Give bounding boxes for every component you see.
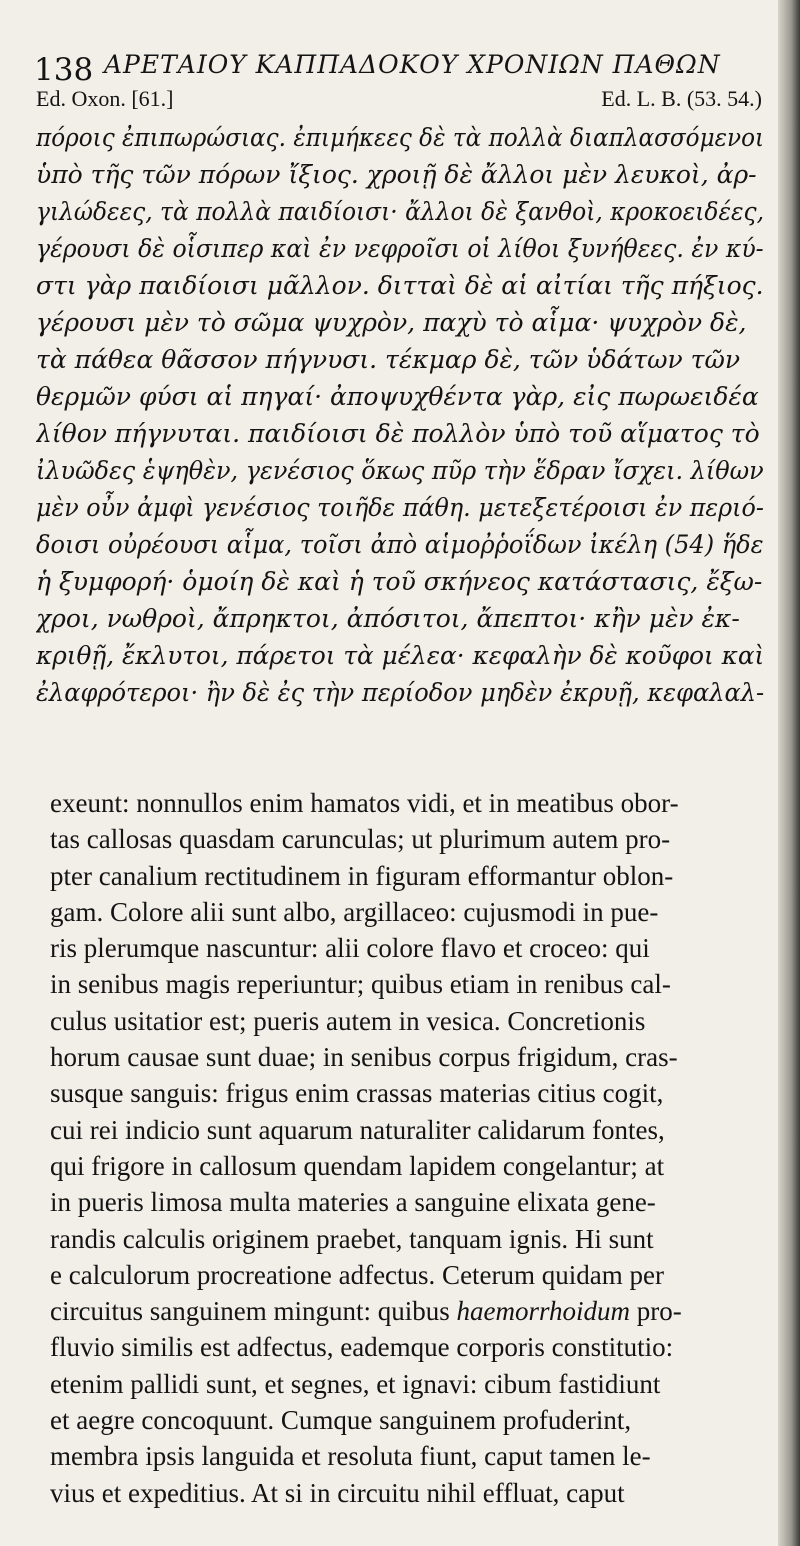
greek-line: ἰλυῶδες ἑψηθὲν, γενέσιος ὅκως πῦρ τὴν ἕδραν ἴσχει. λίθων — [36, 456, 764, 485]
latin-line — [50, 1402, 762, 1438]
latin-line — [50, 930, 762, 966]
latin-line — [50, 1003, 762, 1039]
page-header — [30, 40, 770, 90]
latin-line-text: e calculorum procreatione adfectus. Ceterum quidam per — [50, 1259, 664, 1290]
greek-line: ἡ ξυμφορή· ὁμοίη δὲ καὶ ἡ τοῦ σκήνεος κατάστασις, ἔξω- — [36, 567, 763, 596]
greek-line: κριθῇ, ἔκλυτοι, πάρετοι τὰ μέλεα· κεφαλὴν δὲ κοῦφοι καὶ — [36, 641, 764, 670]
latin-line — [50, 966, 762, 1002]
latin-line-text: pter canalium rectitudinem in figuram efformantur oblon- — [50, 860, 674, 891]
greek-line: δοισι οὐρέουσι αἷμα, τοῖσι ἀπὸ αἱμοῤῥοΐδων ἰκέλη (54) ἥδε — [36, 530, 764, 559]
edition-oxon-reference: Ed. Oxon. [61.] — [36, 86, 174, 111]
latin-line-text: susque sanguis: frigus enim crassas materias citius cogit, — [50, 1078, 664, 1109]
page-number: 138 — [34, 52, 94, 88]
edition-references — [36, 86, 764, 120]
latin-line — [50, 858, 762, 894]
greek-line: θερμῶν φύσι αἱ πηγαί· ἀποψυχθέντα γὰρ, εἰς πωρωειδέα — [36, 382, 759, 411]
latin-line — [50, 894, 762, 930]
latin-line-text: in senibus magis reperiuntur; quibus etiam in renibus cal- — [50, 969, 671, 1000]
latin-line-text-after: pro- — [629, 1296, 682, 1327]
latin-line — [50, 1438, 762, 1474]
latin-line-text: vius et expeditius. At si in circuitu nihil effluat, caput — [50, 1477, 625, 1508]
latin-line — [50, 1366, 762, 1402]
latin-line — [50, 1112, 762, 1148]
latin-line-text: et aegre concoquunt. Cumque sanguinem profuderint, — [50, 1405, 632, 1436]
greek-line: γέρουσι δὲ οἷσιπερ καὶ ἐν νεφροῖσι οἱ λίθοι ξυνήθεες. ἐν κύ- — [36, 234, 764, 263]
greek-line: λίθον πήγνυται. παιδίοισι δὲ πολλὸν ὑπὸ τοῦ αἵματος τὸ — [36, 419, 760, 448]
latin-line-text: horum causae sunt duae; in senibus corpus frigidum, cras- — [50, 1042, 678, 1073]
latin-line — [50, 1329, 762, 1365]
latin-text-block — [50, 785, 762, 1511]
greek-line: στι γὰρ παιδίοισι μᾶλλον. διτταὶ δὲ αἱ αἰτίαι τῆς πήξιος. — [36, 271, 764, 300]
greek-text-block — [36, 119, 764, 711]
edition-lb-reference: Ed. L. B. (53. 54.) — [601, 86, 762, 111]
latin-line-text: tas callosas quasdam carunculas; ut plurimum autem pro- — [50, 824, 671, 855]
latin-line-text: culus usitatior est; pueris autem in vesica. Concretionis — [50, 1005, 646, 1036]
latin-line — [50, 1475, 762, 1511]
latin-line — [50, 1184, 762, 1220]
latin-line — [50, 1075, 762, 1111]
greek-line: γέρουσι μὲν τὸ σῶμα ψυχρὸν, παχὺ τὸ αἷμα· ψυχρὸν δὲ, — [36, 308, 747, 337]
latin-line-text: circuitus sanguinem mingunt: quibus — [50, 1296, 457, 1327]
latin-line — [50, 785, 762, 821]
latin-line-text: in pueris limosa multa materies a sanguine elixata gene- — [50, 1187, 656, 1218]
latin-italic-term: haemorrhoidum — [456, 1296, 630, 1327]
greek-line: μὲν οὖν ἀμφὶ γενέσιος τοιῆδε πάθη. μετεξετέροισι ἐν περιό- — [36, 493, 764, 522]
latin-line-text: ris plerumque nascuntur: alii colore flavo et croceo: qui — [50, 933, 650, 964]
greek-line: τὰ πάθεα θᾶσσον πήγνυσι. τέκμαρ δὲ, τῶν ὑδάτων τῶν — [36, 345, 741, 374]
latin-line — [50, 1221, 762, 1257]
latin-line-text: cui rei indicio sunt aquarum naturaliter calidarum fontes, — [50, 1114, 665, 1145]
running-title: ΑΡΕΤΑΙΟΥ ΚΑΠΠΑΔΟΚΟΥ ΧΡΟΝΙΩΝ ΠΑΘΩΝ — [104, 50, 721, 79]
latin-line-text: membra ipsis languida et resoluta fiunt, caput tamen le- — [50, 1441, 651, 1472]
latin-line-text: exeunt: nonnullos enim hamatos vidi, et in meatibus obor- — [50, 788, 679, 818]
greek-line: χροι, νωθροὶ, ἄπρηκτοι, ἀπόσιτοι, ἄπεπτοι· κἢν μὲν ἐκ- — [36, 604, 740, 633]
latin-line-text: gam. Colore alii sunt albo, argillaceo: cujusmodi in pue- — [50, 896, 659, 927]
page-edge-shadow — [778, 0, 800, 1546]
latin-line — [50, 821, 762, 857]
latin-line — [50, 1039, 762, 1075]
latin-line — [50, 1148, 762, 1184]
latin-line — [50, 1293, 762, 1329]
latin-line — [50, 1257, 762, 1293]
greek-line: γιλώδεες, τὰ πολλὰ παιδίοισι· ἄλλοι δὲ ξανθοὶ, κροκοειδέες, — [36, 197, 764, 226]
latin-line-text: randis calculis originem praebet, tanquam ignis. Hi sunt — [50, 1223, 654, 1254]
latin-line-text: fluvio similis est adfectus, eademque corporis constitutio: — [50, 1332, 674, 1363]
greek-line: πόροις ἐπιπωρώσιας. ἐπιμήκεες δὲ τὰ πολλὰ διαπλασσόμενοι — [36, 123, 764, 152]
latin-line-text: etenim pallidi sunt, et segnes, et ignavi: cibum fastidiunt — [50, 1368, 661, 1399]
latin-line-text: qui frigore in callosum quendam lapidem congelantur; at — [50, 1150, 665, 1181]
greek-line: ἐλαφρότεροι· ἢν δὲ ἐς τὴν περίοδον μηδὲν ἐκρυῇ, κεφαλαλ- — [36, 678, 764, 707]
greek-line: ὑπὸ τῆς τῶν πόρων ἴξιος. χροιῇ δὲ ἄλλοι μὲν λευκοὶ, ἀρ- — [36, 160, 757, 189]
